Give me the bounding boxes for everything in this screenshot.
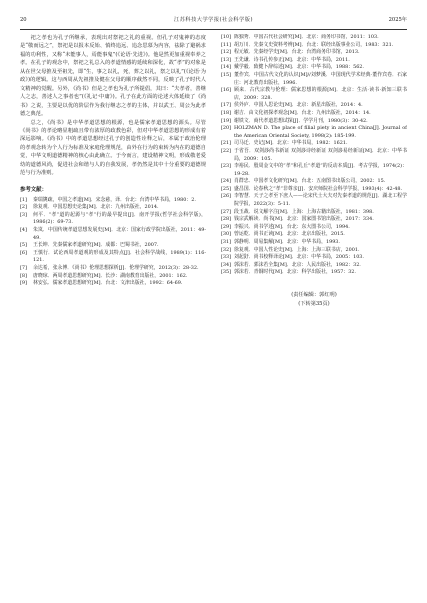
reference-item	[20, 227, 206, 242]
reference-text: 程元敏．先秦经学史[M]．台北：台湾商务印书馆，2013.	[234, 49, 360, 56]
reference-item	[221, 193, 407, 208]
reference-text: 盛昌国．论春秋之“孝”非尊亲[J]．安庆师院社会科学学报，1993(4)：42-48.	[234, 185, 403, 192]
reference-number: [21]	[221, 140, 232, 147]
reference-text: 戴学毅．致健卜辞综述[M]．北京：中华书局，1988：562.	[234, 64, 364, 71]
left-column	[20, 34, 206, 590]
reference-number: [25]	[221, 185, 232, 192]
reference-item	[221, 178, 407, 186]
reference-number: [16]	[221, 87, 232, 94]
reference-item	[221, 49, 407, 57]
reference-number: [23]	[221, 163, 232, 170]
reference-number: [31]	[221, 239, 232, 246]
reference-text: 刘起釪．尚书校释译论[M]．北京：中华书局，2005：103.	[234, 254, 364, 261]
reference-item	[20, 212, 206, 227]
reference-number: [20]	[221, 125, 232, 132]
reference-item	[221, 140, 407, 148]
reference-number: [34]	[221, 261, 232, 268]
reference-item	[221, 102, 407, 110]
reference-text: 郭沫若．青铜时代[M]．北京：科学出版社，1957：32.	[234, 269, 356, 276]
reference-text: 郭沫若．郭沫若全集[M]．北京：人民出版社，1982：32.	[234, 261, 361, 268]
reference-item	[221, 110, 407, 118]
reference-number: [19]	[221, 117, 232, 124]
reference-text: 谢吉．由文化初探孝观念[M]．台北：九州出版社，2014：14.	[234, 109, 371, 116]
reference-text: 余达希，张永博．《尚书》伦理思想探析[J]．伦理学研究，2012(3)：28-32.	[33, 265, 199, 272]
reference-item	[20, 242, 206, 250]
reference-number: [26]	[221, 193, 232, 200]
reference-number: [18]	[221, 109, 232, 116]
continued-note: (下转第35页)	[298, 301, 330, 307]
editor-note: (责任编辑：郭红明)	[291, 292, 337, 298]
reference-text: 唐晓琼．两周孝道思想研究[M]．长沙：湖南教育出版社，2001：162.	[33, 272, 188, 279]
reference-number: [13]	[221, 56, 232, 63]
reference-item	[221, 125, 407, 140]
reference-item	[221, 269, 407, 277]
reference-number: [8]	[20, 272, 27, 279]
reference-text: 徐复观．中国人性论史[M]．上海：上海三联书店，2001.	[234, 246, 360, 253]
journal-title: 江苏科技大学学报(社会科学版)	[174, 17, 253, 23]
header-rule	[20, 29, 407, 30]
reference-text: 谢铁文．商代孝道思想试探[J]．学学月刊，1980(3)：30-42.	[234, 117, 368, 124]
reference-item	[221, 231, 407, 239]
references-heading: 参考文献：	[20, 186, 47, 193]
reference-text: 侯外庐．中国人思论史[M]．北京：新星出版社，2014：4.	[234, 102, 363, 109]
page-number: 20	[20, 17, 27, 23]
reference-text: 朱岚．中国传统孝道思想发展史[M]．北京：国家行政学院出版社，2011：49-49.	[33, 227, 206, 241]
reference-text: 司马迁．史记[M]．北京：中华书局，1982：1621.	[234, 140, 348, 147]
reference-item	[221, 72, 407, 87]
reference-list-left	[20, 197, 206, 288]
reference-text: 李智慧．天子之孝至下庶人——论宋代士大夫对先秦孝道的规范[J]．湖北工程学院学报，2022(3)：5-11.	[234, 193, 407, 208]
reference-item	[221, 216, 407, 224]
reference-item	[221, 34, 407, 42]
reference-number: [7]	[20, 265, 27, 272]
reference-number: [27]	[221, 208, 232, 215]
reference-text: 李振兴．尚书学述[M]．台北：东大图书公司，1994.	[234, 223, 350, 230]
reference-number: [9]	[20, 280, 27, 287]
reference-number: [4]	[20, 227, 27, 234]
reference-number: [24]	[221, 178, 232, 185]
reference-number: [1]	[20, 196, 27, 203]
right-column	[221, 34, 407, 590]
reference-text: 王慎行．试论西周孝道观的形成及其特点[J]．社会科学战线，1989(1)：116-121.	[33, 249, 206, 264]
reference-number: [2]	[20, 204, 27, 211]
reference-number: [12]	[221, 49, 232, 56]
reference-number: [33]	[221, 254, 232, 261]
reference-list-right	[221, 34, 407, 277]
reference-text: 钱宗武解读．尚书[M]．北京：国家图书馆出版社，2017：334.	[234, 216, 374, 223]
reference-text: 陈独秀．中国古代社会研究[M]．北京：商务印书馆，2011：103.	[234, 34, 379, 40]
reference-text: 何平．“孝”道的起源与“孝”行的最早提出[J]．南开学报(哲学社会科学版)，1986(2)：69-73.	[33, 211, 206, 226]
reference-text: 曾运乾．尚书正读[M]．北京：北京出版社，2015.	[234, 231, 345, 238]
reference-item	[20, 265, 206, 273]
reference-number: [17]	[221, 102, 232, 109]
reference-number: [35]	[221, 269, 232, 276]
reference-number: [6]	[20, 249, 27, 256]
reference-item	[221, 118, 407, 126]
reference-item	[221, 163, 407, 178]
publication-year: 2025年	[388, 17, 407, 23]
reference-text: 段玉裁．说文解字注[M]．上海：上海古籍出版社，1981：398.	[234, 208, 374, 215]
reference-number: [5]	[20, 242, 27, 249]
reference-text: 肖群忠．中国孝文化研究[M]．台北：五南图书出版公司，2002：15.	[234, 178, 386, 185]
reference-number: [11]	[221, 41, 232, 48]
reference-item	[20, 204, 206, 212]
reference-number: [30]	[221, 231, 232, 238]
reference-text: 林安弘．儒家孝道思想研究[M]．台北：文津出版社，1992：64-69.	[33, 280, 183, 287]
reference-number: [28]	[221, 216, 232, 223]
reference-item	[221, 64, 407, 72]
running-header	[20, 14, 407, 26]
reference-text: 徐复观．中国思想史论集[M]．北京：九州出版社，2014.	[33, 204, 159, 211]
reference-text: 顾来．古代宗教与伦理：儒家思想的根源[M]．北京：生活·读书·新知三联书店，2009：328.	[234, 87, 407, 101]
reference-number: [10]	[221, 34, 232, 40]
reference-text: HOLZMAN D. The place of filial piety in ancient China[J]. Journal of the American Oriental Society, 1998(2): 185-199.	[234, 125, 407, 139]
reference-number: [3]	[20, 211, 27, 218]
reference-number: [32]	[221, 246, 232, 253]
reference-number: [14]	[221, 64, 232, 71]
reference-number: [22]	[221, 147, 232, 154]
reference-text: 于省吾．双剑誃尚书新证 双剑誃诗经新证 双剑誃易经新证[M]．北京：中华书局，2009：105.	[234, 147, 407, 162]
reference-text: 李裕民．殷周金文中的“孝”和孔丘“孝道”的反动本质[J]．考古学报，1974(2)：19-28.	[234, 163, 407, 177]
reference-number: [15]	[221, 71, 232, 78]
reference-item	[20, 250, 206, 265]
reference-text: 胡万川．先秦文史资料考辨[M]．台北：联经出版事业公司，1983：321.	[234, 41, 394, 48]
reference-item	[221, 254, 407, 262]
reference-text: 郭静明．周易集解[M]．北京：中华书局，1993.	[234, 239, 340, 246]
reference-text: 秦瑞篪疏，中国之孝道[M]．宋念慈，译．台北：台湾中华书局，1980：2.	[33, 196, 196, 203]
body-paragraph: 总之，《尚书》是中华孝道思想的根源，也是儒家孝道思想的源头。尽管《尚书》的孝论略显粗疏且带有浓厚的政教色彩，但对中华孝道思想的形成有着深远影响。《尚书》中的孝道思想经过孔子的创造性诠释之后，本属于政治伦理的孝观念转为个人行为标准及家庭伦理规范，由外在行为的束转为内在的道德自觉，中华文明道德精神的核心由此确立。于今而言，建设精神文明，形成敬老爱幼的道德风尚，促进社会和谐与人的自我发展，孝仍然是其中十分重要的道德规范与行为准则。	[20, 119, 206, 177]
reference-text: 王先谦．诗书孔传参正[M]．北京：中华书局，2011.	[234, 56, 350, 63]
reference-number: [29]	[221, 223, 232, 230]
reference-item	[221, 148, 407, 163]
reference-item	[221, 239, 407, 247]
reference-text: 董作宾．中国古代文化的认识[M]//刘梦溪．中国现代学术经典·董作宾卷．石家庄：河北教育出版社，1996.	[234, 71, 407, 86]
body-paragraph: 祀之孝也为孔子所继承，表现出对祭祀之礼的重视。但孔子对鬼神的态度是“敬而远之”，祭祀是以报本反始、慎终追远、追念思慕为内容，祛除了避祸求福的功利性，又称“未能事人，焉能事鬼”(《论语·先进》)。他是然更加重视奉养之孝。在孔子的观念中，祭祀之礼总入的孝道情感的延续和深化，故“孝”的对象是从在世父母推及至祖先，即“生，事之以礼，死，葬之以礼，祭之以礼”(《论语·为政》)的逻辑。这与西周从先祖推及健在父母的顺序截然不同，反映了孔子时代人文精神的觉醒。另外，《尚书》但是之孝也为孔子所提倡，其曰：“夫孝者，善继人之志，善述人之事者也”(《礼记·中庸》)。孔子在此方面的论述大体延续了《尚书》之说，主要是以优的阶层作为我行继志之孝的主体，并以武王、周公为此孝德之典范。	[20, 35, 206, 118]
reference-item	[221, 87, 407, 102]
reference-text: 王长坤．先秦儒家孝道研究[M]．成都：巴蜀书社，2007.	[33, 242, 159, 249]
reference-item	[20, 280, 206, 288]
